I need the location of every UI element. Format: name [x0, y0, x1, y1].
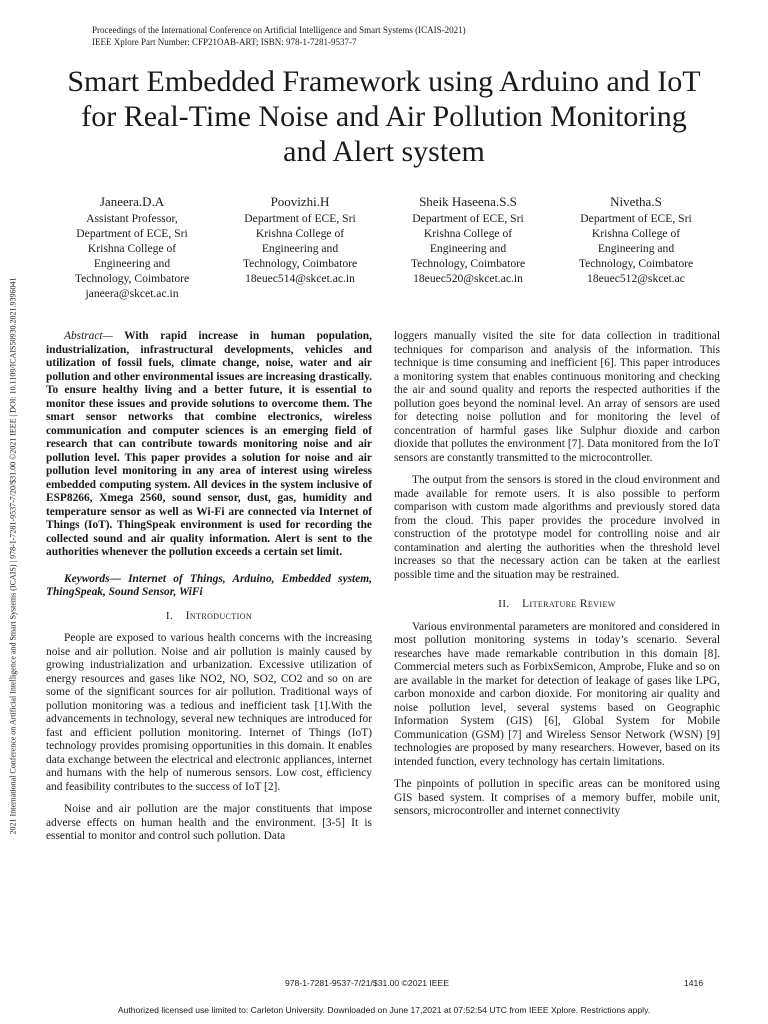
author-email: 18euec514@skcet.ac.in — [245, 272, 355, 285]
doi-sidebar-text: 2021 International Conference on Artificial Intelligence and Smart Systems (ICAIS) | 978-1-7281-9537-7/20/$31.00 ©2021 IEEE | DOI: 10.1109/ICAIS50930.2021.9396041 — [8, 277, 17, 835]
section-number: I. — [165, 609, 174, 622]
author-email: 18euec520@skcet.ac.in — [413, 272, 523, 285]
author-affiliation: Department of ECE, Sri — [244, 212, 356, 225]
doi-sidebar — [4, 176, 21, 936]
author-affiliation: Engineering and — [93, 257, 171, 270]
author-affiliation: Krishna College of — [87, 242, 177, 255]
author-1 — [48, 193, 216, 301]
literature-paragraph-2: The pinpoints of pollution in specific areas can be monitored using GIS based system. It comprises of a memory buffer, mobile unit, sensors, microcontroller and internet connectivity — [394, 778, 720, 817]
author-email: 18euec512@skcet.ac — [587, 272, 685, 285]
abstract — [46, 330, 372, 560]
conference-header — [92, 24, 466, 48]
right-column — [394, 330, 720, 819]
paper-title — [40, 64, 728, 169]
author-name: Sheik Haseena.S.S — [419, 194, 517, 209]
intro-paragraph-2: Noise and air pollution are the major constituents that impose adverse effects on human health and the environment. [3-5] It is essential to monitor and control such pollution. Data — [46, 803, 372, 842]
section-number: II. — [498, 598, 510, 610]
author-affiliation: Technology, Coimbatore — [578, 257, 694, 270]
copyright-line: 978-1-7281-9537-7/21/$31.00 ©2021 IEEE — [285, 978, 450, 988]
author-affiliation: Engineering and — [597, 242, 675, 255]
author-affiliation: Department of ECE, Sri — [76, 227, 188, 240]
author-affiliation: Krishna College of — [423, 227, 513, 240]
intro-paragraph-1: People are exposed to various health concerns with the increasing noise and air pollution. Noise and air pollution is mainly caused by growing industrialization and urbanization. Excessive utilization of energy resources and gases like NO2, NO, SO2, CO2 and so on are some of the significant sources for air pollution. Traditional ways of pollution monitoring was a tedious and inefficient task [1].With the advancements in technology, several new techniques are introduced for fast and efficient pollution monitoring. Internet of Things (IoT) technology provides promising opportunities in this domain. It enables data exchange between the electrical and electronic appliances, internet and humans with the help of numerous sensors. Low cost, efficiency and feasibility contributes to the success of IoT [2]. — [46, 632, 372, 793]
keywords — [46, 573, 372, 600]
author-name: Poovizhi.H — [270, 194, 330, 209]
keywords-text: Internet of Things, Arduino, Embedded system, ThingSpeak, Sound Sensor, WiFi — [46, 572, 372, 598]
section-title: Literature Review — [522, 598, 616, 610]
author-4 — [552, 193, 720, 301]
section-title: Introduction — [185, 609, 253, 622]
author-affiliation: Krishna College of — [591, 227, 681, 240]
page-number: 1416 — [684, 978, 704, 988]
author-affiliation: Engineering and — [429, 242, 507, 255]
author-affiliation: Department of ECE, Sri — [412, 212, 524, 225]
intro-paragraph-4: The output from the sensors is stored in the cloud environment and made available for remote users. It is also possible to perform comparison with custom made algorithms and previously stored data from the cloud. This paper provides the procedure involved in construction of the prototype model for controlling noise and air contamination and alerting the authorities when the threshold level increases so that the necessary action can be taken at the earliest possible time and the situation may be restrained. — [394, 474, 720, 581]
title-line-1: Smart Embedded Framework using Arduino and IoT — [67, 65, 701, 98]
author-3 — [384, 193, 552, 301]
license-notice: Authorized licensed use limited to: Carleton University. Downloaded on June 17,2021 at 07:52:54 UTC from IEEE Xplore. Restrictions apply. — [117, 1005, 651, 1015]
abstract-label: Abstract— — [64, 330, 113, 342]
author-name: Janeera.D.A — [99, 194, 165, 209]
author-email: janeera@skcet.ac.in — [85, 287, 179, 300]
author-affiliation: Technology, Coimbatore — [242, 257, 358, 270]
keywords-label: Keywords— — [64, 572, 121, 585]
left-column — [46, 330, 372, 844]
author-affiliation: Engineering and — [261, 242, 339, 255]
author-affiliation: Department of ECE, Sri — [580, 212, 692, 225]
section-heading-literature — [394, 598, 720, 612]
author-affiliation: Assistant Professor, — [86, 212, 178, 225]
author-block — [48, 193, 720, 301]
isbn-line: IEEE Xplore Part Number: CFP21OAB-ART; ISBN: 978-1-7281-9537-7 — [92, 37, 357, 47]
author-2 — [216, 193, 384, 301]
conference-name: Proceedings of the International Conference on Artificial Intelligence and Smart Systems (ICAIS-2021) — [92, 25, 466, 35]
literature-paragraph-1: Various environmental parameters are monitored and considered in most pollution monitoring systems in today’s scenario. Several researches have made remarkable contribution in this domain [8]. Commercial meters such as ForbixSemicon, Amprobe, Fluke and so on are available in the market for detection of leakage of gases like LPG, carbon monoxide and carbon dioxide. For monitoring air quality and noise pollution level, several systems based on Geographic Information System (GIS) [6], Global System for Mobile Communication (GSM) [7] and Wireless Sensor Network (WSN) [9] technologies are proposed by many researchers. However, based on its intended function, every technology has certain limitations. — [394, 620, 720, 768]
title-line-2: for Real-Time Noise and Air Pollution Monitoring — [81, 100, 687, 133]
section-heading-introduction — [46, 610, 372, 624]
abstract-text: With rapid increase in human population, industrialization, infrastructural developments, vehicles and utilization of fossil fuels, climate change, noise, water and air pollution and other environmental issues are increasing drastically. To ensure healthy living and a better future, it is essential to monitor these issues and provide solutions to overcome them. The smart sensor networks that combine electronics, wireless communication and computer sciences is an emerging field of research that can contribute towards monitoring noise and air pollution level. This paper provides a solution for noise and air pollution level monitoring in any area of interest using wireless embedded computing system. All devices in the system inclusive of ESP8266, Xmega 2560, sound sensor, dust, gas, humidity and temperature sensor as well as Wi-Fi are connected via Internet of Things (IoT). ThingSpeak environment is used for recording the collected sound and air quality information. Alert is sent to the authorities whenever the pollution exceeds a certain set limit. — [46, 330, 372, 558]
author-affiliation: Technology, Coimbatore — [74, 272, 190, 285]
intro-paragraph-3: loggers manually visited the site for data collection in traditional techniques for comparison and analysis of the information. This technique is time consuming and inefficient [6]. This paper introduces a monitoring system that enables continuous monitoring and checking the air and sound quality and reports the respected authorities if the pollution goes beyond the nominal level. An array of sensors are used for detecting noise pollution and for monitoring the level of concentration of harmful gases like Sulphur dioxide and carbon dioxide that pollutes the environment [7]. Data monitored from the IoT sensors are constantly transmitted to the microcontroller. — [394, 330, 720, 464]
author-affiliation: Technology, Coimbatore — [410, 257, 526, 270]
author-name: Nivetha.S — [610, 194, 662, 209]
title-line-3: and Alert system — [283, 135, 485, 168]
author-affiliation: Krishna College of — [255, 227, 345, 240]
